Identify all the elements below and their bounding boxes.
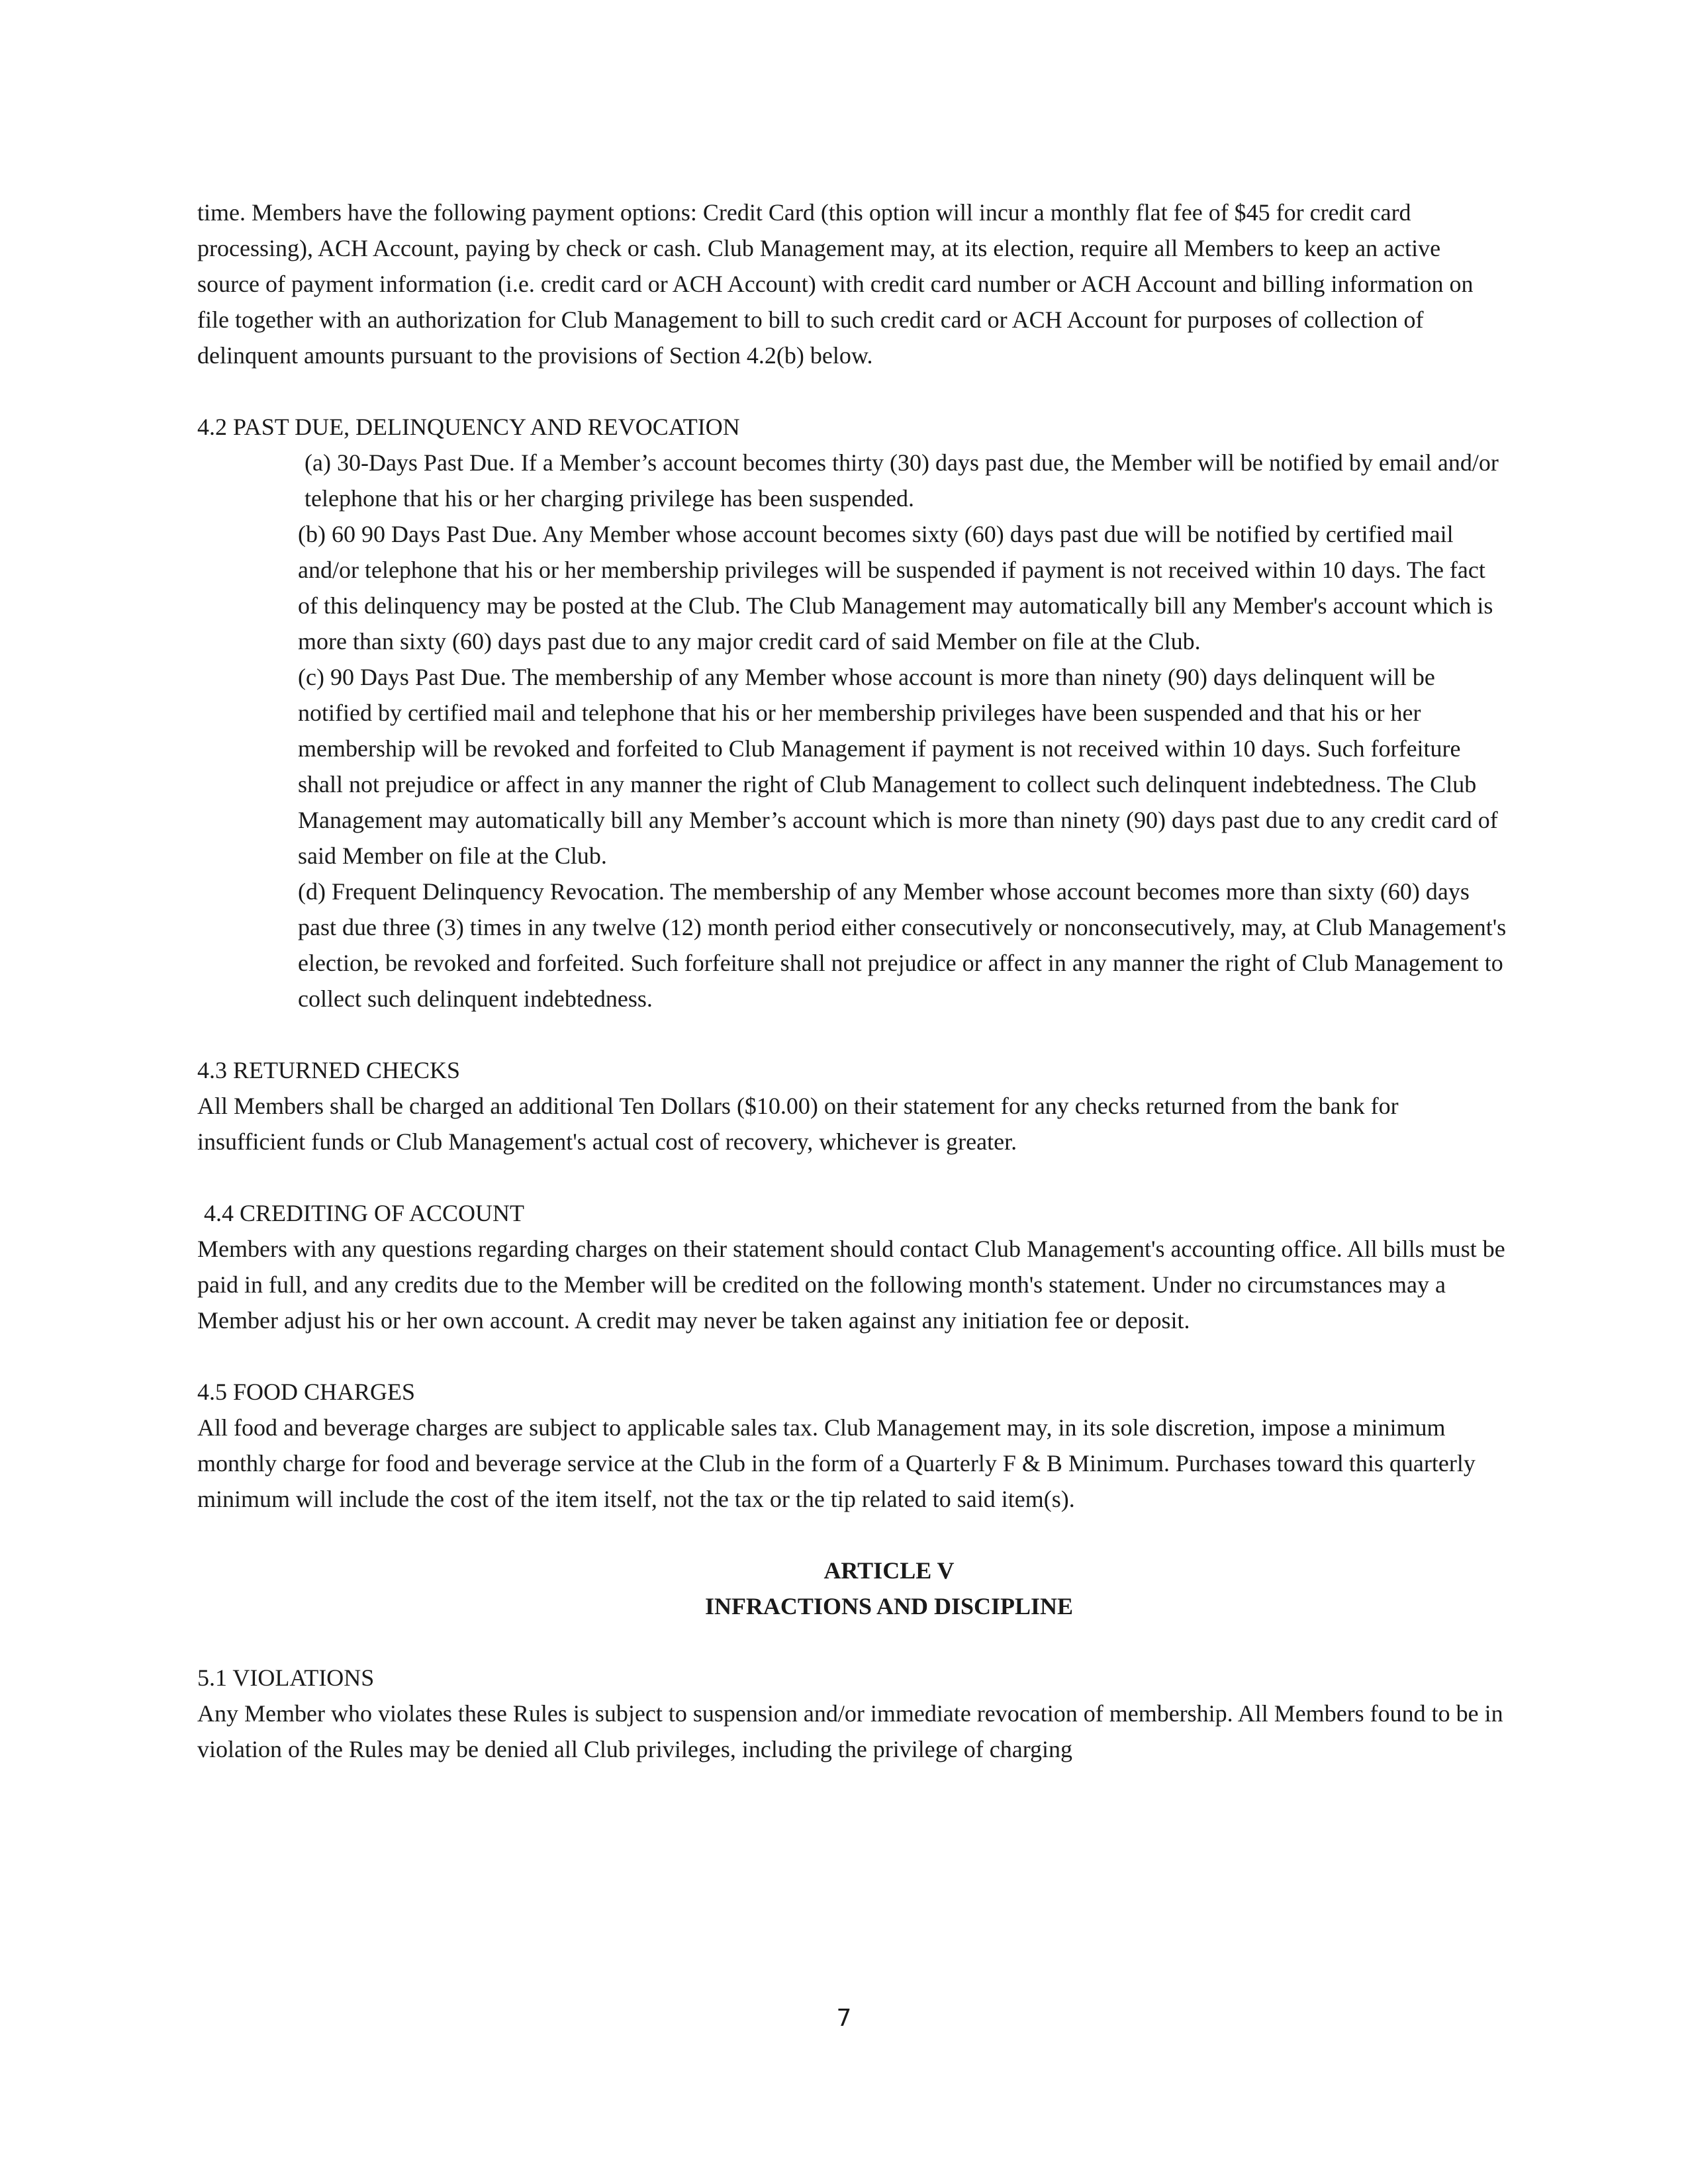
section-text-4-5: All food and beverage charges are subject to applicable sales tax. Club Management may, in its sole discretion, impose a minimum monthly charge for food and beverage service at the Club in the form of a Quarterly F & B Minimum. Purchases toward this quarterly minimum will include the cost of the item itself, not the tax or the tip related to said item(s).: [197, 1414, 1476, 1512]
article-subtitle: INFRACTIONS AND DISCIPLINE: [704, 1593, 1074, 1619]
section-heading-4-3: 4.3 RETURNED CHECKS: [197, 1057, 461, 1083]
article-title: ARTICLE V: [823, 1557, 955, 1584]
section-heading-4-4: 4.4 CREDITING OF ACCOUNT: [204, 1200, 525, 1226]
spacer: [197, 373, 1508, 409]
spacer: [197, 1017, 1508, 1052]
section-heading-4-2: 4.2 PAST DUE, DELINQUENCY AND REVOCATION: [197, 414, 740, 440]
spacer: [197, 1160, 1508, 1195]
spacer: [197, 1517, 1508, 1553]
section-text-5-1: Any Member who violates these Rules is subject to suspension and/or immediate revocation of membership. All Members found to be in violation of the Rules may be denied all Club privileges, including the privilege of charging: [197, 1700, 1503, 1762]
section-text-4-4: Members with any questions regarding charges on their statement should contact Club Management's accounting office. All bills must be paid in full, and any credits due to the Member will be credited on the following month's statement. Under no circumstances may a Member adjust his or her own account. A credit may never be taken against any initiation fee or deposit.: [197, 1236, 1505, 1334]
spacer: [197, 1338, 1508, 1374]
list-item-4-2-c: (c) 90 Days Past Due. The membership of any Member whose account is more than ninety (90) days delinquent will be notified by certified mail and telephone that his or her membership privileges have been suspended and that his or her membership will be revoked and forfeited to Club Management if payment is not received within 10 days. Such forfeiture shall not prejudice or affect in any manner the right of Club Management to collect such delinquent indebtedness. The Club Management may automatically bill any Member’s account which is more than ninety (90) days past due to any credit card of said Member on file at the Club.: [298, 664, 1498, 869]
spacer: [197, 1624, 1508, 1660]
section-text-4-3: All Members shall be charged an additional Ten Dollars ($10.00) on their statement for any checks returned from the bank for insufficient funds or Club Management's actual cost of recovery, whichever is greater.: [197, 1093, 1399, 1155]
page-body: [197, 195, 1508, 1767]
list-item-4-2-a: (a) 30-Days Past Due. If a Member’s account becomes thirty (30) days past due, the Member will be notified by email and/or telephone that his or her charging privilege has been suspended.: [305, 449, 1499, 512]
page-number: 7: [836, 2005, 852, 2032]
intro-paragraph: time. Members have the following payment options: Credit Card (this option will incur a monthly flat fee of $45 for credit card processing), ACH Account, paying by check or cash. Club Management may, at its election, require all Members to keep an active source of payment information (i.e. credit card or ACH Account) with credit card number or ACH Account and billing information on file together with an authorization for Club Management to bill to such credit card or ACH Account for purposes of collection of delinquent amounts pursuant to the provisions of Section 4.2(b) below.: [197, 199, 1474, 369]
section-heading-5-1: 5.1 VIOLATIONS: [197, 1664, 375, 1691]
list-item-4-2-d: (d) Frequent Delinquency Revocation. The membership of any Member whose account becomes more than sixty (60) days past due three (3) times in any twelve (12) month period either consecutively or nonconsecutively, may, at Club Management's election, be revoked and forfeited. Such forfeiture shall not prejudice or affect in any manner the right of Club Management to collect such delinquent indebtedness.: [298, 878, 1507, 1012]
section-heading-4-5: 4.5 FOOD CHARGES: [197, 1379, 416, 1405]
list-item-4-2-b: (b) 60 90 Days Past Due. Any Member whose account becomes sixty (60) days past due will be notified by certified mail and/or telephone that his or her membership privileges will be suspended if payment is not received within 10 days. The fact of this delinquency may be posted at the Club. The Club Management may automatically bill any Member's account which is more than sixty (60) days past due to any major credit card of said Member on file at the Club.: [298, 521, 1493, 655]
